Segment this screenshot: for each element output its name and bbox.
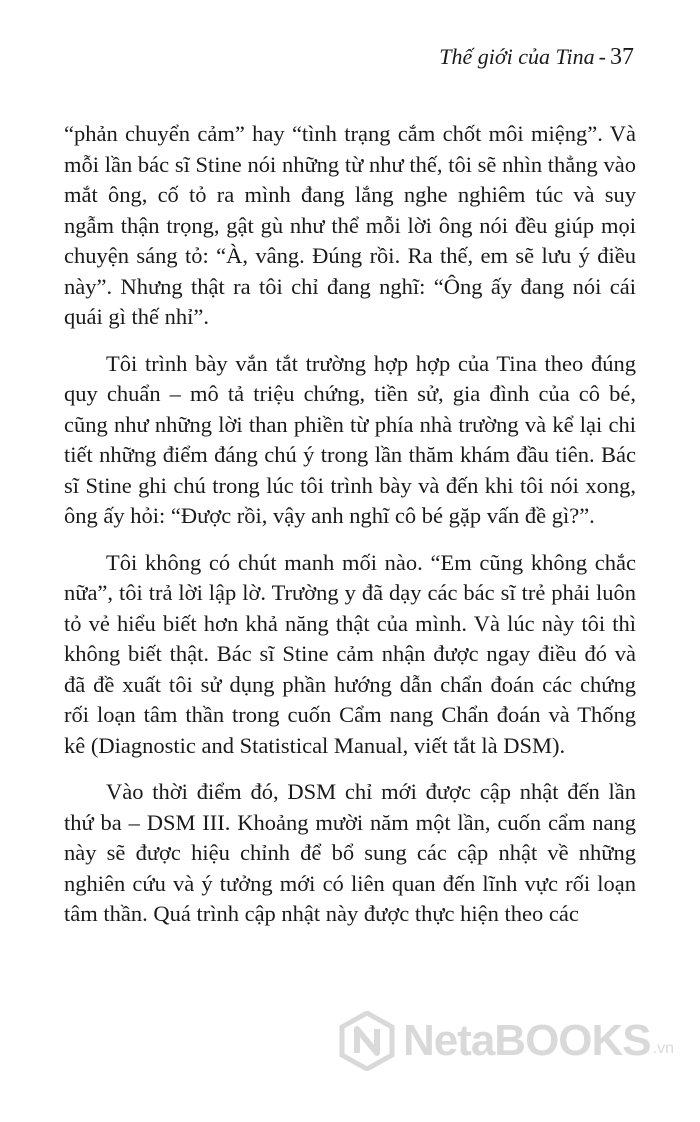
paragraph-3: Tôi không có chút manh mối nào. “Em cũng không chắc nữa”, tôi trả lời lập lờ. Trường y đã dạy các bác sĩ trẻ phải luôn tỏ vẻ hiểu biết hơn khả năng thật của mình. Và lúc này tôi thì không biết thật. Bác sĩ Stine cảm nhận được ngay điều đó và đã đề xuất tôi sử dụng phần hướng dẫn chẩn đoán các chứng rối loạn tâm thần trong cuốn Cẩm nang Chẩn đoán và Thống kê (Diagnostic and Statistical Manual, viết tắt là DSM). [64, 549, 636, 758]
watermark-tld: .vn [652, 1040, 674, 1057]
watermark-brand: NetaBOOKS [402, 1016, 651, 1065]
header-separator: - [598, 44, 606, 69]
book-title: Thế giới của Tina [439, 44, 595, 69]
running-header [439, 44, 634, 71]
paragraph-4: Vào thời điểm đó, DSM chỉ mới được cập nhật đến lần thứ ba – DSM III. Khoảng mười năm một lần, cuốn cẩm nang này sẽ được hiệu chỉnh để bổ sung các cập nhật về những nghiên cứu và ý tưởng mới có liên quan đến lĩnh vực rối loạn tâm thần. Quá trình cập nhật này được thực hiện theo các [64, 779, 636, 926]
page-number: 37 [610, 44, 634, 70]
watermark [339, 998, 674, 1084]
page-body [64, 119, 636, 946]
paragraph-1: “phản chuyển cảm” hay “tình trạng cắm chốt môi miệng”. Và mỗi lần bác sĩ Stine nói những từ như thế, tôi sẽ nhìn thẳng vào mắt ông, cố tỏ ra mình đang lắng nghe nghiêm túc và suy ngẫm thận trọng, gật gù như thể mỗi lời ông nói đều giúp mọi chuyện sáng tỏ: “À, vâng. Đúng rồi. Ra thế, em sẽ lưu ý điều này”. Nhưng thật ra tôi chỉ đang nghĩ: “Ông ấy đang nói cái quái gì thế nhỉ”. [64, 121, 636, 329]
netabooks-logo-icon [339, 1011, 395, 1071]
paragraph-2: Tôi trình bày vắn tắt trường hợp hợp của Tina theo đúng quy chuẩn – mô tả triệu chứng, tiền sử, gia đình của cô bé, cũng như những lời than phiền từ phía nhà trường và kể lại chi tiết những điểm đáng chú ý trong lần thăm khám đầu tiên. Bác sĩ Stine ghi chú trong lúc tôi trình bày và đến khi tôi nói xong, ông ấy hỏi: “Được rồi, vậy anh nghĩ cô bé gặp vấn đề gì?”. [64, 350, 636, 528]
